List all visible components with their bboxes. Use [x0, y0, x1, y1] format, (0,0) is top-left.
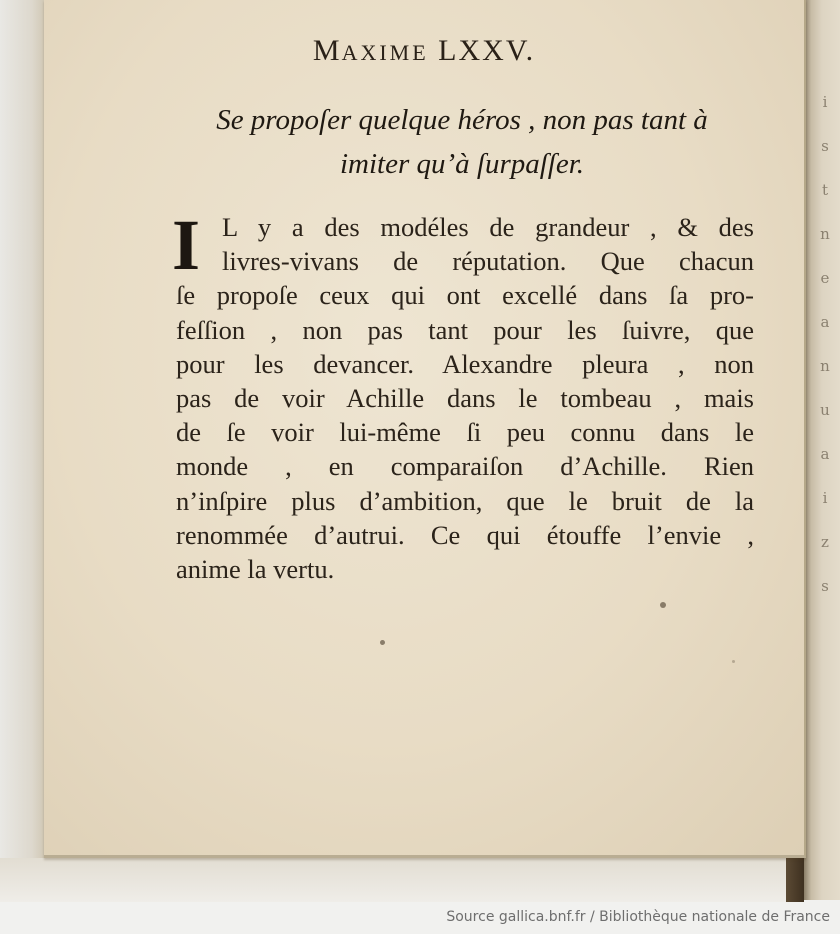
- maxim-subtitle: [162, 98, 762, 186]
- body-line: L y a des modéles de grandeur , & des: [222, 212, 754, 242]
- maxim-heading: [44, 34, 804, 68]
- facing-page-letter: n: [820, 357, 830, 375]
- heading-trail: .: [525, 34, 536, 67]
- body-line: pour les devancer. Alexandre pleura , non: [176, 348, 754, 379]
- heading-number: LXXV: [438, 34, 526, 67]
- facing-page-letter: a: [820, 445, 830, 463]
- ink-speck: [732, 660, 735, 663]
- facing-page-letter: u: [820, 401, 830, 419]
- body-line: n’inſpire plus d’ambition, que le bruit de la: [176, 485, 754, 516]
- source-attribution: Source gallica.bnf.fr / Bibliothèque nationale de France: [446, 909, 830, 925]
- body-line: de ſe voir lui-même ſi peu connu dans le: [176, 417, 754, 448]
- facing-page-letter: z: [821, 533, 829, 551]
- facing-page-letter: i: [822, 93, 828, 111]
- ink-speck: [660, 602, 666, 608]
- facing-page-letters: [814, 80, 836, 640]
- subtitle-line-2: imiter qu’à ſurpaſſer.: [339, 148, 585, 180]
- heading-prefix-rest: AXIME: [341, 40, 429, 65]
- body-line: monde , en comparaiſon d’Achille. Rien: [176, 451, 754, 482]
- book-page: [44, 0, 806, 858]
- drop-cap: I: [172, 205, 201, 285]
- book-spine: [786, 855, 804, 902]
- body-line: feſſion , non pas tant pour les ſuivre, que: [176, 314, 754, 345]
- facing-page-letter: n: [820, 225, 830, 243]
- left-page-shadow: [0, 0, 46, 870]
- body-line: pas de voir Achille dans le tombeau , mais: [176, 383, 754, 414]
- maxim-body: [176, 210, 754, 586]
- bottom-band: [0, 858, 786, 902]
- facing-page-letter: e: [820, 269, 830, 287]
- body-line: livres-vivans de réputation. Que chacun: [222, 246, 754, 277]
- body-line: anime la vertu.: [176, 554, 335, 585]
- heading-prefix-cap: M: [312, 34, 342, 67]
- facing-page-letter: s: [821, 577, 829, 595]
- body-line: renommée d’autrui. Ce qui étouffe l’envie ,: [176, 519, 754, 550]
- facing-page-letter: a: [820, 313, 830, 331]
- subtitle-line-1: Se propoſer quelque héros , non pas tant à: [216, 104, 708, 136]
- facing-page-letter: t: [821, 181, 829, 199]
- ink-speck: [380, 640, 385, 645]
- body-line: ſe propoſe ceux qui ont excellé dans ſa pro-: [176, 280, 754, 311]
- facing-page-letter: s: [821, 137, 829, 155]
- facing-page-letter: i: [822, 489, 828, 507]
